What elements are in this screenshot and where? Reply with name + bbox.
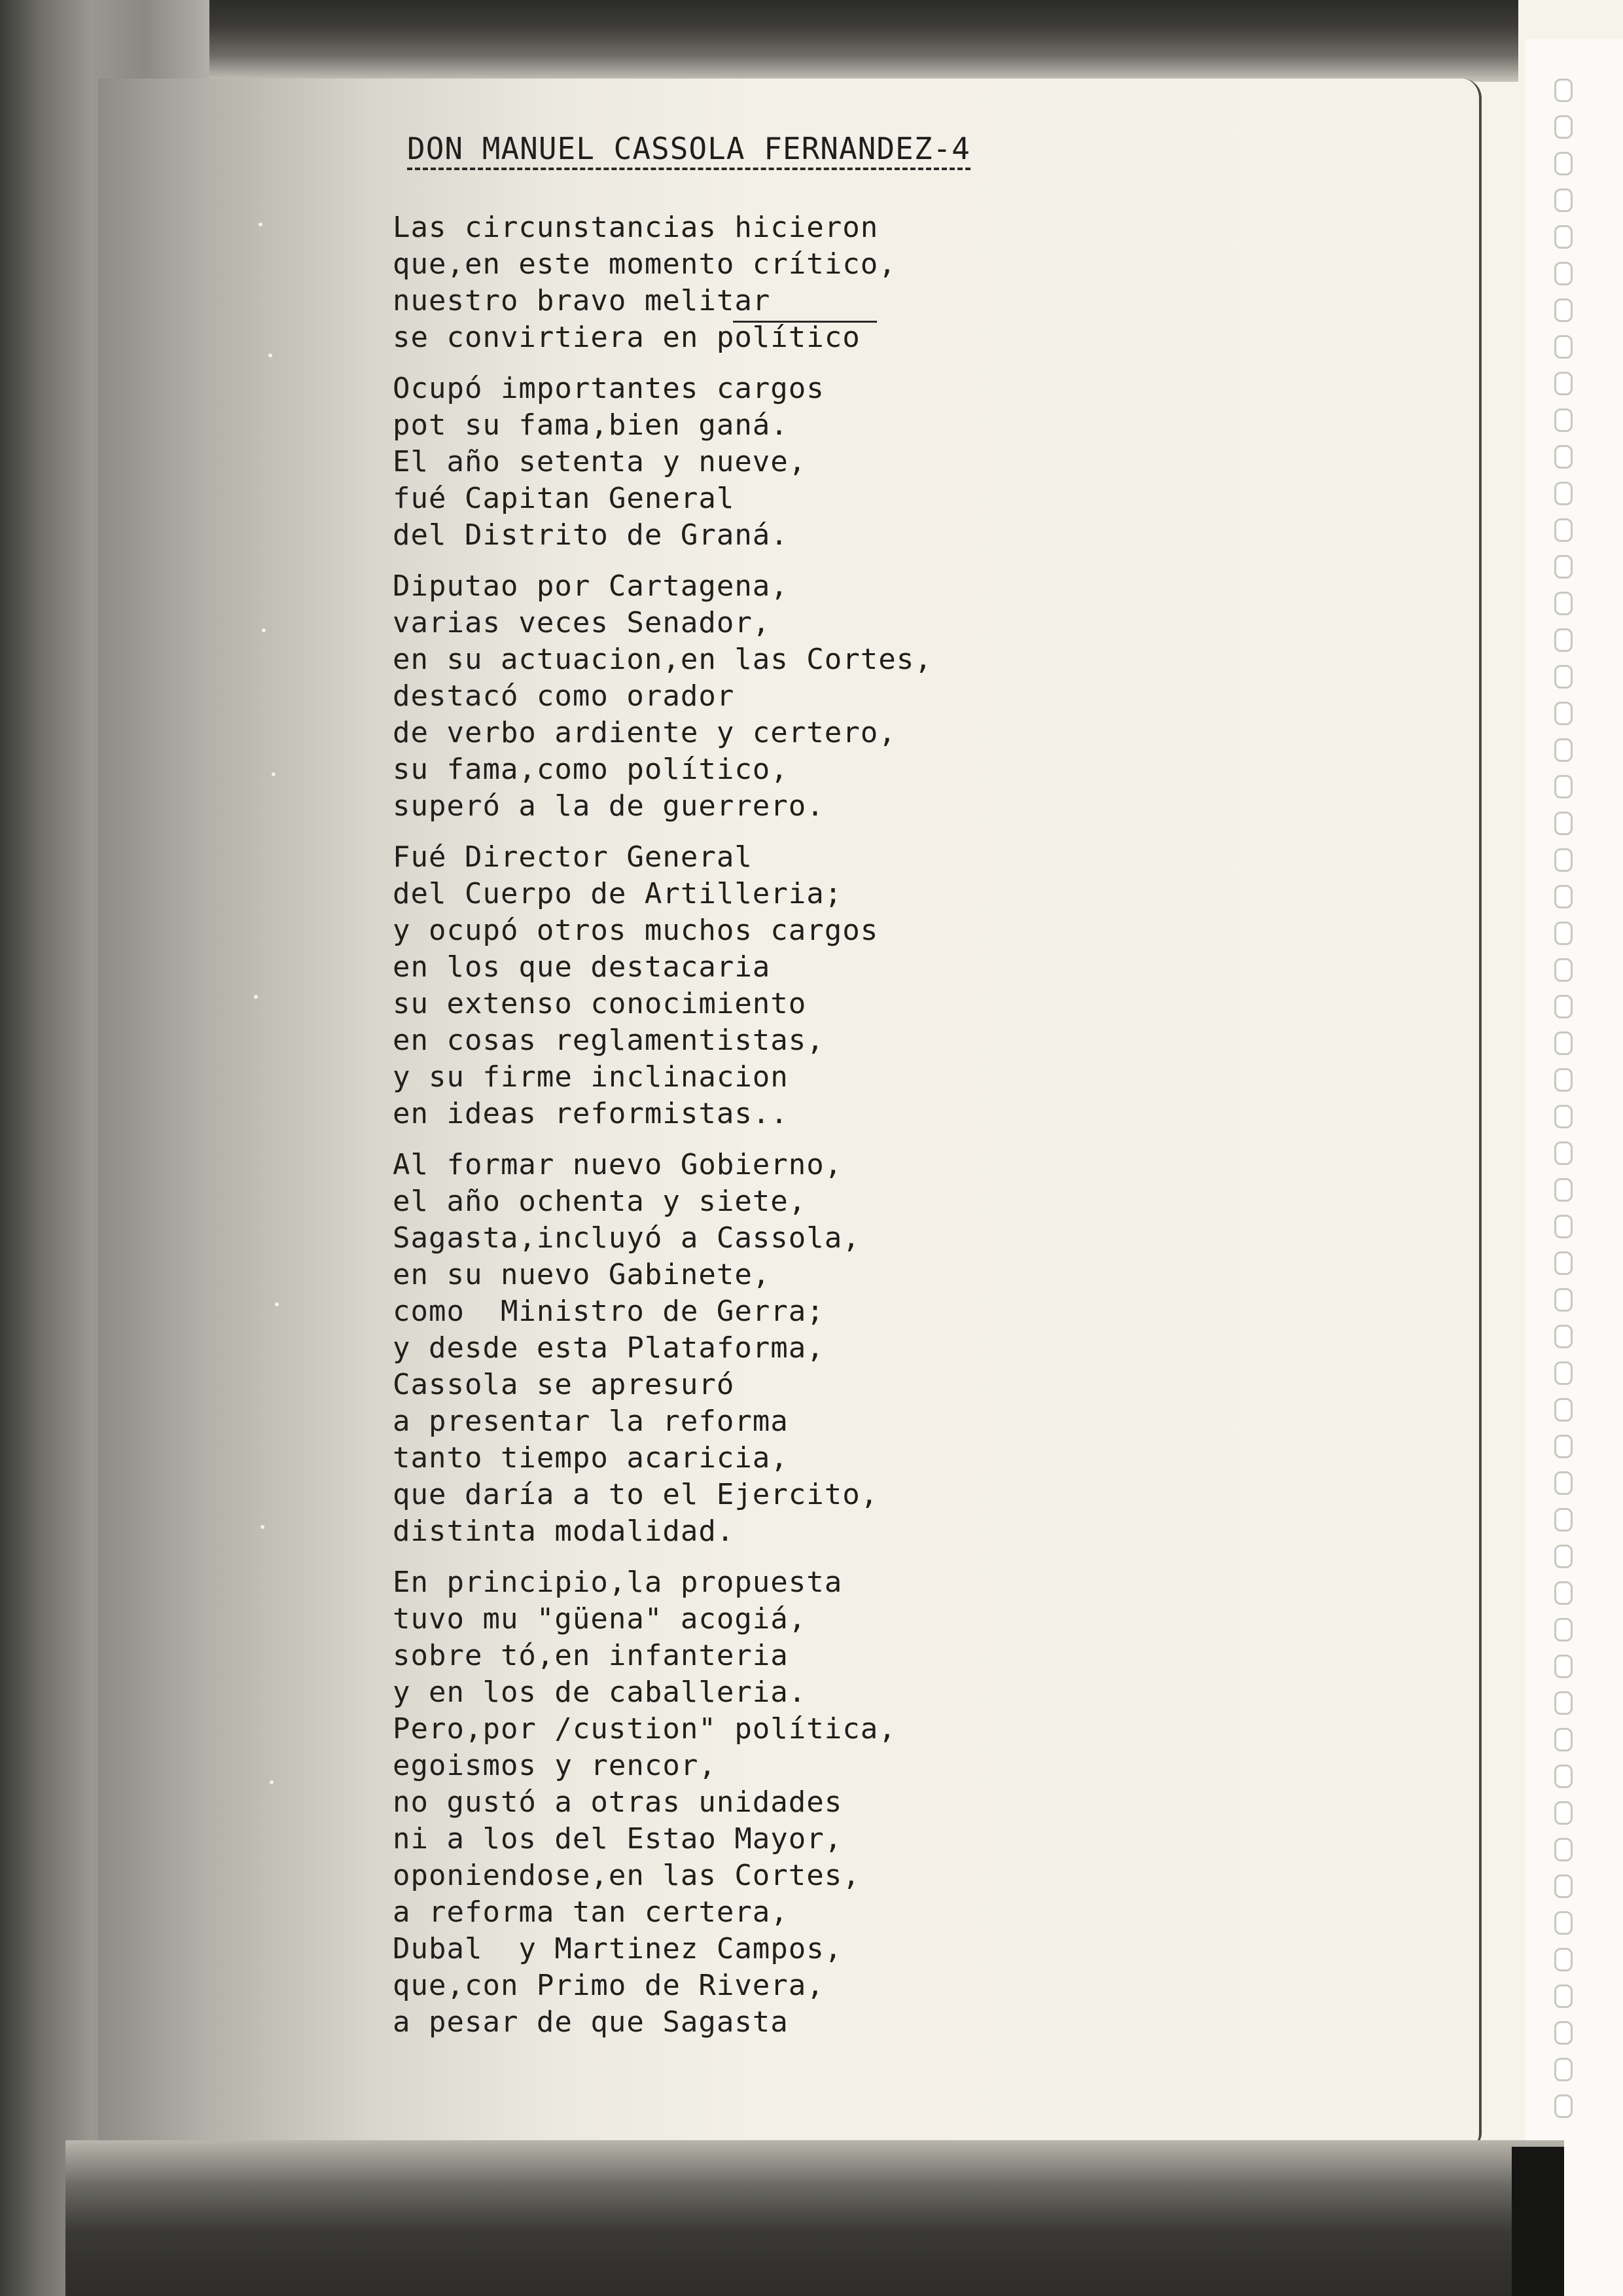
- verse-line: su extenso conocimiento: [393, 987, 807, 1020]
- perforation-hole: [1554, 1508, 1573, 1532]
- perforation-hole: [1554, 1655, 1573, 1678]
- perforation-hole: [1554, 2058, 1573, 2081]
- verse-line: a pesar de que Sagasta: [393, 2005, 789, 2039]
- perforation-hole: [1554, 262, 1573, 285]
- verse-line: en cosas reglamentistas,: [393, 1024, 825, 1057]
- verse-line: En principio,la propuesta: [393, 1566, 843, 1599]
- verse-line: de verbo ardiente y certero,: [393, 716, 897, 749]
- perforation-hole: [1554, 885, 1573, 908]
- verse-line: Diputao por Cartagena,: [393, 569, 789, 603]
- scan-speck: [254, 995, 258, 999]
- perforation-hole: [1554, 1068, 1573, 1092]
- perforation-hole: [1554, 1178, 1573, 1202]
- perforation-hole: [1554, 188, 1573, 212]
- verse-line: Pero,por /custion" política,: [393, 1712, 897, 1746]
- perforation-hole: [1554, 1141, 1573, 1165]
- verse-line: superó a la de guerrero.: [393, 789, 825, 823]
- perforated-edge: [1525, 39, 1623, 2296]
- perforation-hole: [1554, 555, 1573, 579]
- verse-line: y ocupó otros muchos cargos: [393, 914, 879, 947]
- perforation-hole: [1554, 702, 1573, 725]
- top-scan-shadow: [209, 0, 1518, 82]
- perforation-hole: [1554, 1288, 1573, 1312]
- verse-line: oponiendose,en las Cortes,: [393, 1859, 861, 1892]
- scan-speck: [260, 1525, 264, 1529]
- verse-line: y desde esta Plataforma,: [393, 1331, 825, 1365]
- verse-line: del Cuerpo de Artilleria;: [393, 877, 843, 910]
- perforation-hole: [1554, 848, 1573, 872]
- perforation-hole: [1554, 115, 1573, 139]
- perforation-hole: [1554, 2094, 1573, 2118]
- verse-line: fué Capitan General: [393, 482, 735, 515]
- bottom-scan-shadow: [65, 2140, 1564, 2296]
- perforation-hole: [1554, 1361, 1573, 1385]
- verse-line: sobre tó,en infanteria: [393, 1639, 789, 1672]
- perforation-hole: [1554, 1728, 1573, 1751]
- scan-speck: [275, 1302, 279, 1306]
- perforation-hole: [1554, 1581, 1573, 1605]
- perforation-hole: [1554, 482, 1573, 505]
- verse-line: egoismos y rencor,: [393, 1749, 717, 1782]
- verse-line: tanto tiempo acaricia,: [393, 1441, 789, 1475]
- perforation-hole: [1554, 628, 1573, 652]
- stanza: [393, 1564, 1440, 2041]
- verse-line: Ocupó importantes cargos: [393, 372, 825, 405]
- perforation-hole: [1554, 775, 1573, 798]
- verse-line: y en los de caballeria.: [393, 1676, 807, 1709]
- verse-line: tuvo mu "güena" acogiá,: [393, 1602, 807, 1636]
- verse-line: que daría a to el Ejercito,: [393, 1478, 879, 1511]
- verse-line: destacó como orador: [393, 679, 735, 713]
- perforation-hole: [1554, 1215, 1573, 1238]
- perforation-hole: [1554, 1874, 1573, 1898]
- perforation-hole: [1554, 1765, 1573, 1788]
- perforation-hole: [1554, 1031, 1573, 1055]
- perforation-hole: [1554, 592, 1573, 615]
- perforation-hole: [1554, 1105, 1573, 1128]
- verse-line: se convirtiera en político: [393, 321, 861, 354]
- verse-line: Dubal y Martinez Campos,: [393, 1932, 843, 1965]
- perforation-hole: [1554, 812, 1573, 835]
- perforation-hole: [1554, 1435, 1573, 1458]
- perforation-hole: [1554, 1545, 1573, 1568]
- stanza: [393, 1147, 1440, 1550]
- verse-line: Las circunstancias hicieron: [393, 211, 879, 244]
- scan-speck: [262, 628, 266, 632]
- verse-line: como Ministro de Gerra;: [393, 1295, 825, 1328]
- perforation-hole: [1554, 518, 1573, 542]
- binder-holes: [1512, 2147, 1564, 2296]
- perforation-hole: [1554, 958, 1573, 982]
- verse-line: no gustó a otras unidades: [393, 1785, 843, 1819]
- verse-line: El año setenta y nueve,: [393, 445, 807, 478]
- stanza: [393, 568, 1440, 825]
- scan-speck: [268, 353, 272, 357]
- stanza: [393, 209, 1440, 356]
- verse-line: Cassola se apresuró: [393, 1368, 735, 1401]
- scan-speck: [259, 223, 262, 226]
- perforation-hole: [1554, 922, 1573, 945]
- verse-line: Sagasta,incluyó a Cassola,: [393, 1221, 861, 1255]
- perforation-hole: [1554, 1618, 1573, 1641]
- perforation-hole: [1554, 152, 1573, 175]
- perforation-hole: [1554, 1984, 1573, 2008]
- verse-line: en los que destacaria: [393, 950, 771, 984]
- page-header: DON MANUEL CASSOLA FERNANDEZ-4: [407, 131, 971, 170]
- perforation-hole: [1554, 335, 1573, 359]
- perforation-hole: [1554, 445, 1573, 469]
- perforation-hole: [1554, 79, 1573, 102]
- verse-line: nuestro bravo melitar: [393, 284, 771, 317]
- perforation-hole: [1554, 1325, 1573, 1348]
- perforation-hole: [1554, 995, 1573, 1018]
- perforation-hole: [1554, 1948, 1573, 1971]
- verse-line: y su firme inclinacion: [393, 1060, 789, 1094]
- perforation-hole: [1554, 2021, 1573, 2045]
- verse-line: su fama,como político,: [393, 753, 789, 786]
- poem-body: [393, 209, 1440, 2055]
- verse-line: que,en este momento crítico,: [393, 247, 897, 281]
- scan-speck: [270, 1780, 274, 1784]
- verse-line: en ideas reformistas..: [393, 1097, 789, 1130]
- perforation-hole: [1554, 225, 1573, 249]
- perforation-hole: [1554, 298, 1573, 322]
- verse-line: el año ochenta y siete,: [393, 1185, 807, 1218]
- verse-line: distinta modalidad.: [393, 1515, 735, 1548]
- perforation-hole: [1554, 1251, 1573, 1275]
- perforation-hole: [1554, 665, 1573, 689]
- stanza: [393, 370, 1440, 554]
- verse-line: a reforma tan certera,: [393, 1895, 789, 1929]
- perforation-hole: [1554, 1471, 1573, 1495]
- verse-line: Al formar nuevo Gobierno,: [393, 1148, 843, 1181]
- perforation-hole: [1554, 1838, 1573, 1861]
- verse-line: varias veces Senador,: [393, 606, 771, 639]
- verse-line: a presentar la reforma: [393, 1405, 789, 1438]
- verse-line: pot su fama,bien ganá.: [393, 408, 789, 442]
- verse-line: en su actuacion,en las Cortes,: [393, 643, 933, 676]
- perforation-hole: [1554, 372, 1573, 395]
- perforation-hole: [1554, 738, 1573, 762]
- perforation-hole: [1554, 1911, 1573, 1935]
- verse-line: ni a los del Estao Mayor,: [393, 1822, 843, 1856]
- perforation-hole: [1554, 1801, 1573, 1825]
- perforation-hole: [1554, 408, 1573, 432]
- verse-line: que,con Primo de Rivera,: [393, 1969, 825, 2002]
- stanza: [393, 839, 1440, 1132]
- perforation-hole: [1554, 1691, 1573, 1715]
- scan-speck: [272, 772, 276, 776]
- perforation-hole: [1554, 1398, 1573, 1422]
- verse-line: del Distrito de Graná.: [393, 518, 789, 552]
- verse-line: Fué Director General: [393, 840, 753, 874]
- verse-line: en su nuevo Gabinete,: [393, 1258, 771, 1291]
